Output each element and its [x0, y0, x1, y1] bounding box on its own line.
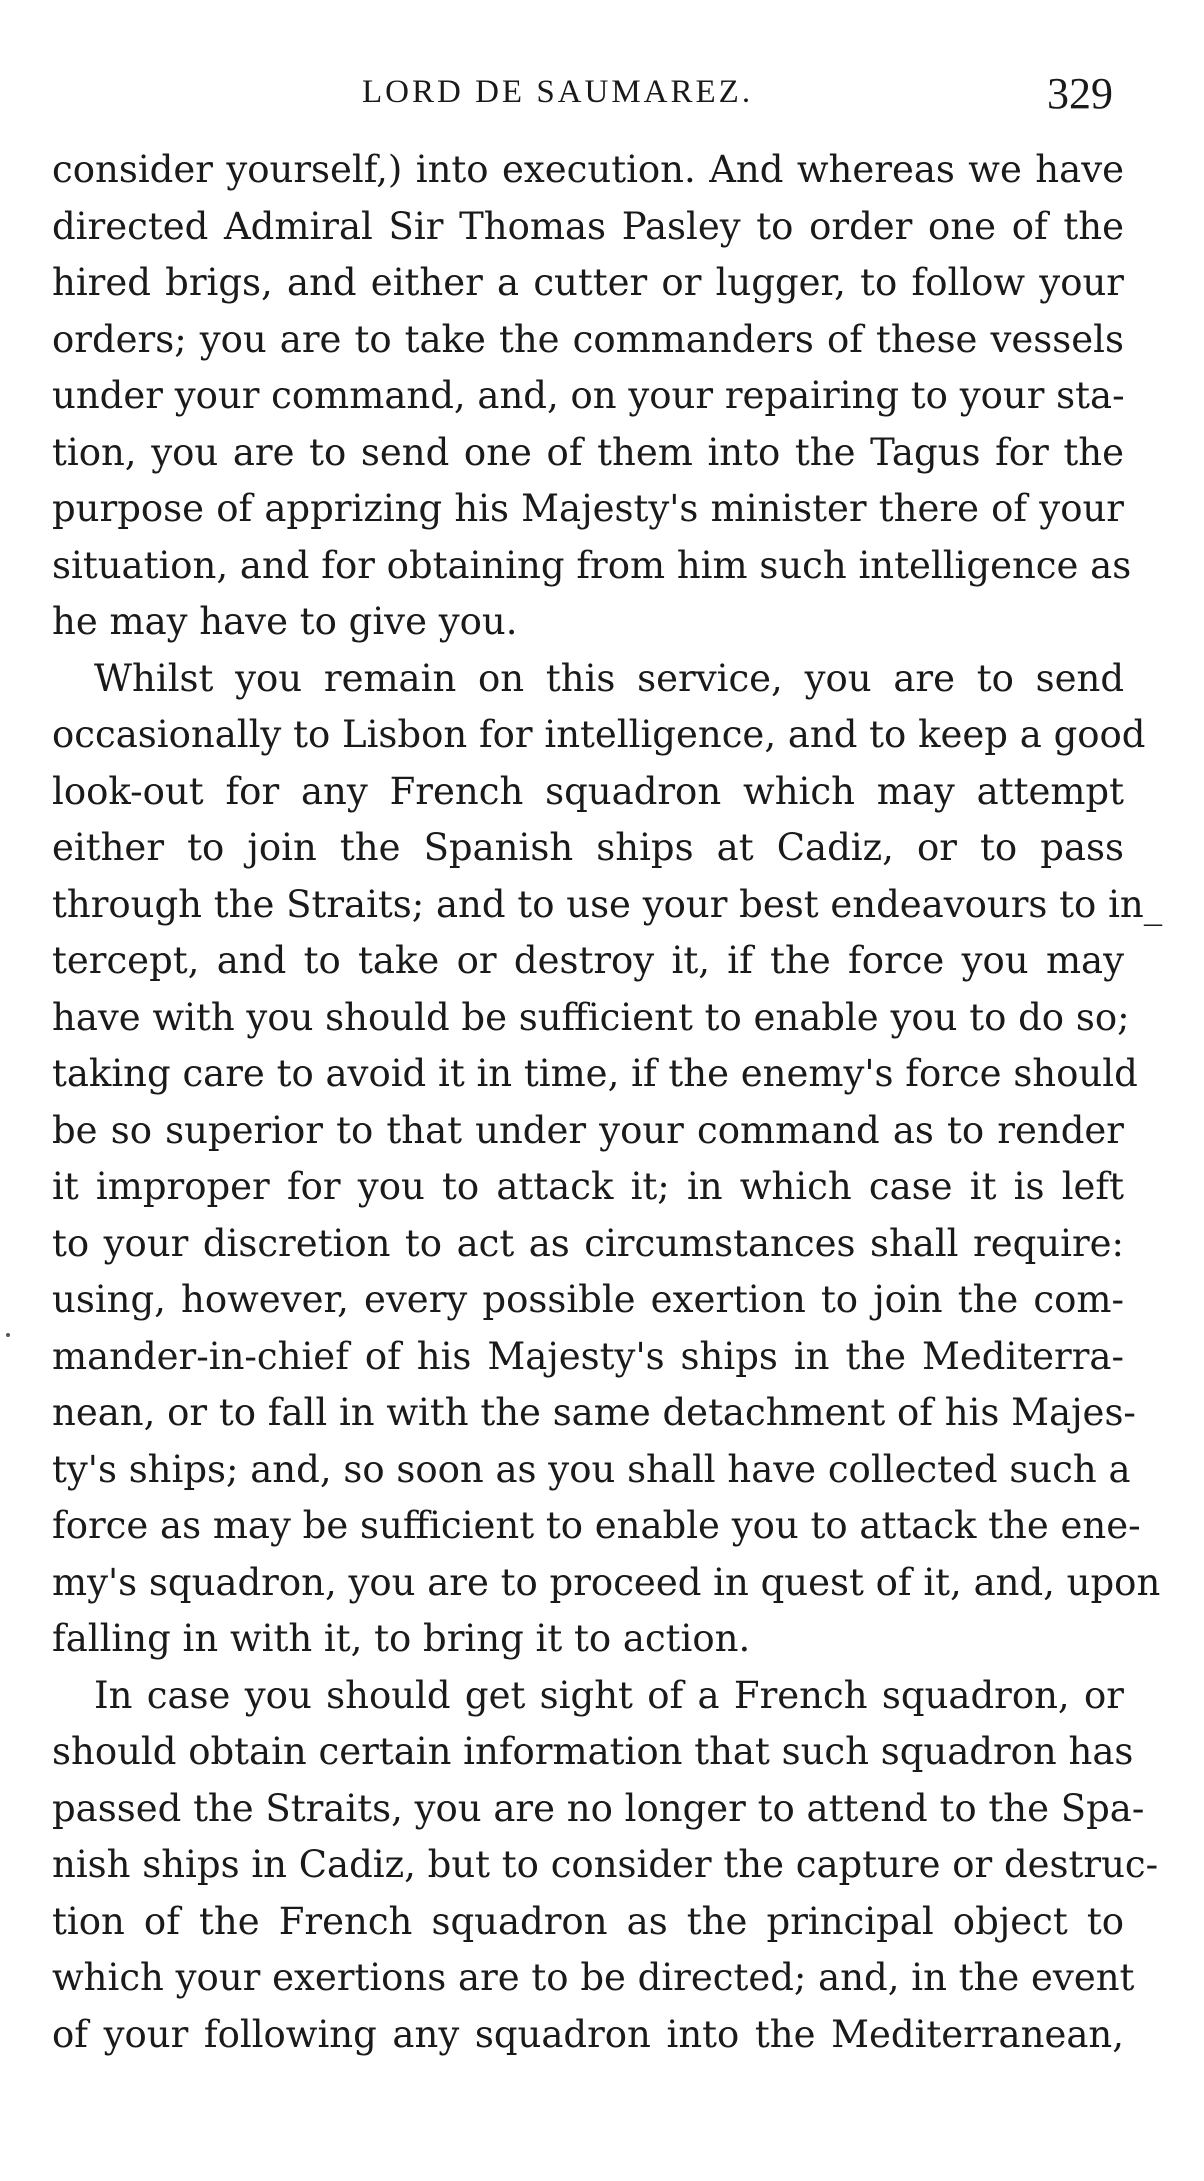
text-line: under your command, and, on your repairing to your sta- [52, 374, 1125, 417]
running-head [0, 64, 1204, 124]
text-line: hired brigs, and either a cutter or lugger, to follow your [52, 261, 1124, 304]
text-line: tercept, and to take or destroy it, if the force you may [52, 939, 1124, 982]
text-line: directed Admiral Sir Thomas Pasley to order one of the [52, 204, 1124, 248]
text-line: have with you should be sufficient to enable you to do so; [52, 995, 1130, 1039]
running-title: LORD DE SAUMAREZ. [362, 74, 754, 110]
page-number: 329 [1047, 69, 1113, 118]
text-line: nean, or to fall in with the same detachment of his Majes- [52, 1391, 1136, 1434]
text-line: In case you should get sight of a French squadron, or [94, 1673, 1124, 1717]
text-line: situation, and for obtaining from him such intelligence as [52, 543, 1132, 587]
text-line: should obtain certain information that such squadron has [52, 1730, 1134, 1773]
body-text [52, 142, 1163, 2063]
text-line: look-out for any French squadron which may attempt [52, 769, 1124, 813]
text-line: consider yourself,) into execution. And whereas we have [52, 148, 1124, 191]
text-line: to your discretion to act as circumstances shall require: [52, 1221, 1124, 1265]
text-line: either to join the Spanish ships at Cadiz, or to pass [52, 826, 1124, 869]
text-line: occasionally to Lisbon for intelligence, and to keep a good [52, 713, 1146, 756]
margin-mark [6, 1333, 10, 1337]
text-line: tion, you are to send one of them into the Tagus for the [52, 430, 1124, 474]
text-line: tion of the French squadron as the principal object to [52, 1899, 1124, 1943]
text-line: purpose of apprizing his Majesty's minister there of your [52, 487, 1124, 530]
text-line: taking care to avoid it in time, if the enemy's force should [52, 1052, 1138, 1095]
text-line: be so superior to that under your command as to render [52, 1108, 1124, 1152]
text-line: nish ships in Cadiz, but to consider the capture or destruc- [52, 1843, 1159, 1886]
text-line: orders; you are to take the commanders of these vessels [52, 317, 1124, 361]
text-line: Whilst you remain on this service, you are to send [94, 656, 1124, 700]
text-line: he may have to give you. [52, 600, 518, 643]
text-line: my's squadron, you are to proceed in quest of it, and, upon [52, 1560, 1161, 1604]
text-line: which your exertions are to be directed; and, in the event [52, 1956, 1135, 1999]
text-line: of your following any squadron into the Mediterranean, [52, 2012, 1124, 2056]
text-line: passed the Straits, you are no longer to attend to the Spa- [52, 1786, 1145, 1830]
text-line: it improper for you to attack it; in which case it is left [52, 1165, 1124, 1208]
text-line: force as may be sufficient to enable you to attack the ene- [52, 1504, 1141, 1547]
text-line: using, however, every possible exertion to join the com- [52, 1278, 1124, 1321]
text-line: mander-in-chief of his Majesty's ships in the Mediterra- [52, 1334, 1124, 1378]
text-line: ty's ships; and, so soon as you shall have collected such a [52, 1447, 1131, 1491]
text-line: falling in with it, to bring it to action. [52, 1617, 751, 1660]
text-line: through the Straits; and to use your best endeavours to in_ [52, 882, 1163, 926]
